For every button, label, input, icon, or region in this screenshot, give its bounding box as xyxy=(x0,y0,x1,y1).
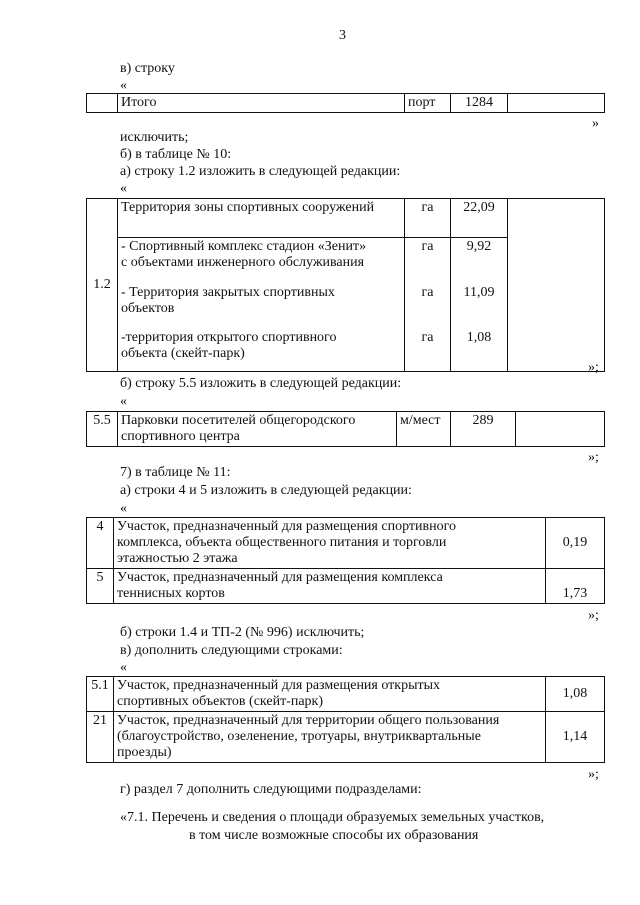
text-line: в) дополнить следующими строками: xyxy=(120,643,343,658)
cell-value: 9,92 xyxy=(451,238,508,285)
open-quote: « xyxy=(120,660,127,675)
cell-num: 1.2 xyxy=(87,199,118,372)
cell-name: - Спортивный комплекс стадион «Зенит» с объектами инженерного обслуживания xyxy=(118,238,405,285)
text-line: г) раздел 7 дополнить следующими подразделами: xyxy=(120,782,422,797)
cell-value: 1284 xyxy=(451,94,508,113)
close-quote: »; xyxy=(588,360,599,375)
table-row xyxy=(87,199,605,238)
close-quote: » xyxy=(592,116,599,131)
cell-value: 1,08 xyxy=(451,329,508,372)
subsection-heading-line2: в том числе возможные способы их образования xyxy=(189,828,479,843)
cell-empty xyxy=(516,412,605,447)
cell-value: 1,08 xyxy=(546,677,605,712)
cell-unit: м/мест xyxy=(397,412,451,447)
text-line: исключить; xyxy=(120,130,189,145)
cell-unit: га xyxy=(405,284,451,328)
cell-num xyxy=(87,94,118,113)
cell-value: 1,14 xyxy=(546,712,605,763)
cell-empty xyxy=(508,199,605,372)
table-row xyxy=(87,569,605,604)
close-quote: »; xyxy=(588,450,599,465)
cell-num: 4 xyxy=(87,518,114,569)
cell-value: 0,19 xyxy=(546,518,605,569)
table-row xyxy=(87,412,605,447)
cell-name: Итого xyxy=(118,94,405,113)
text-line: а) строки 4 и 5 изложить в следующей редакции: xyxy=(120,483,412,498)
text-line: б) строку 5.5 изложить в следующей редакции: xyxy=(120,376,402,391)
subsection-heading-line1: «7.1. Перечень и сведения о площади образуемых земельных участков, xyxy=(120,810,545,825)
text-line: в) строку xyxy=(120,61,175,76)
text-line: б) строки 1.4 и ТП-2 (№ 996) исключить; xyxy=(120,625,365,640)
cell-name: Участок, предназначенный для размещения спортивного комплекса, объекта общественного питания и торговли этажностью 2 этажа xyxy=(114,518,546,569)
cell-unit: га xyxy=(405,199,451,238)
open-quote: « xyxy=(120,394,127,409)
table-row xyxy=(87,94,605,113)
table-row-5-5 xyxy=(86,411,605,447)
page-number: 3 xyxy=(339,28,346,43)
close-quote: »; xyxy=(588,767,599,782)
table-row xyxy=(87,712,605,763)
cell-unit: га xyxy=(405,329,451,372)
cell-num: 5.5 xyxy=(87,412,118,447)
text-line: 7) в таблице № 11: xyxy=(120,465,231,480)
cell-num: 21 xyxy=(87,712,114,763)
cell-value: 289 xyxy=(451,412,516,447)
table-row-1-2 xyxy=(86,198,605,372)
cell-name: Парковки посетителей общегородского спортивного центра xyxy=(118,412,397,447)
table-itogo xyxy=(86,93,605,113)
cell-name: - Территория закрытых спортивных объектов xyxy=(118,284,405,328)
table-11-rows-4-5 xyxy=(86,517,605,604)
cell-num: 5.1 xyxy=(87,677,114,712)
table-row xyxy=(87,677,605,712)
table-11-new-rows xyxy=(86,676,605,763)
cell-name: Территория зоны спортивных сооружений xyxy=(118,199,405,238)
cell-value: 1,73 xyxy=(546,569,605,604)
cell-empty xyxy=(508,94,605,113)
open-quote: « xyxy=(120,501,127,516)
open-quote: « xyxy=(120,181,127,196)
cell-name: Участок, предназначенный для территории общего пользования (благоустройство, озеленение, тротуары, внутриквартальные проезды) xyxy=(114,712,546,763)
cell-name: -территория открытого спортивного объекта (скейт-парк) xyxy=(118,329,405,372)
cell-unit: порт xyxy=(405,94,451,113)
cell-unit: га xyxy=(405,238,451,285)
close-quote: »; xyxy=(588,608,599,623)
cell-value: 11,09 xyxy=(451,284,508,328)
cell-name: Участок, предназначенный для размещения комплекса теннисных кортов xyxy=(114,569,546,604)
text-line: б) в таблице № 10: xyxy=(120,147,232,162)
open-quote: « xyxy=(120,78,127,93)
cell-num: 5 xyxy=(87,569,114,604)
cell-name: Участок, предназначенный для размещения открытых спортивных объектов (скейт-парк) xyxy=(114,677,546,712)
cell-value: 22,09 xyxy=(451,199,508,238)
text-line: а) строку 1.2 изложить в следующей редакции: xyxy=(120,164,401,179)
table-row xyxy=(87,518,605,569)
